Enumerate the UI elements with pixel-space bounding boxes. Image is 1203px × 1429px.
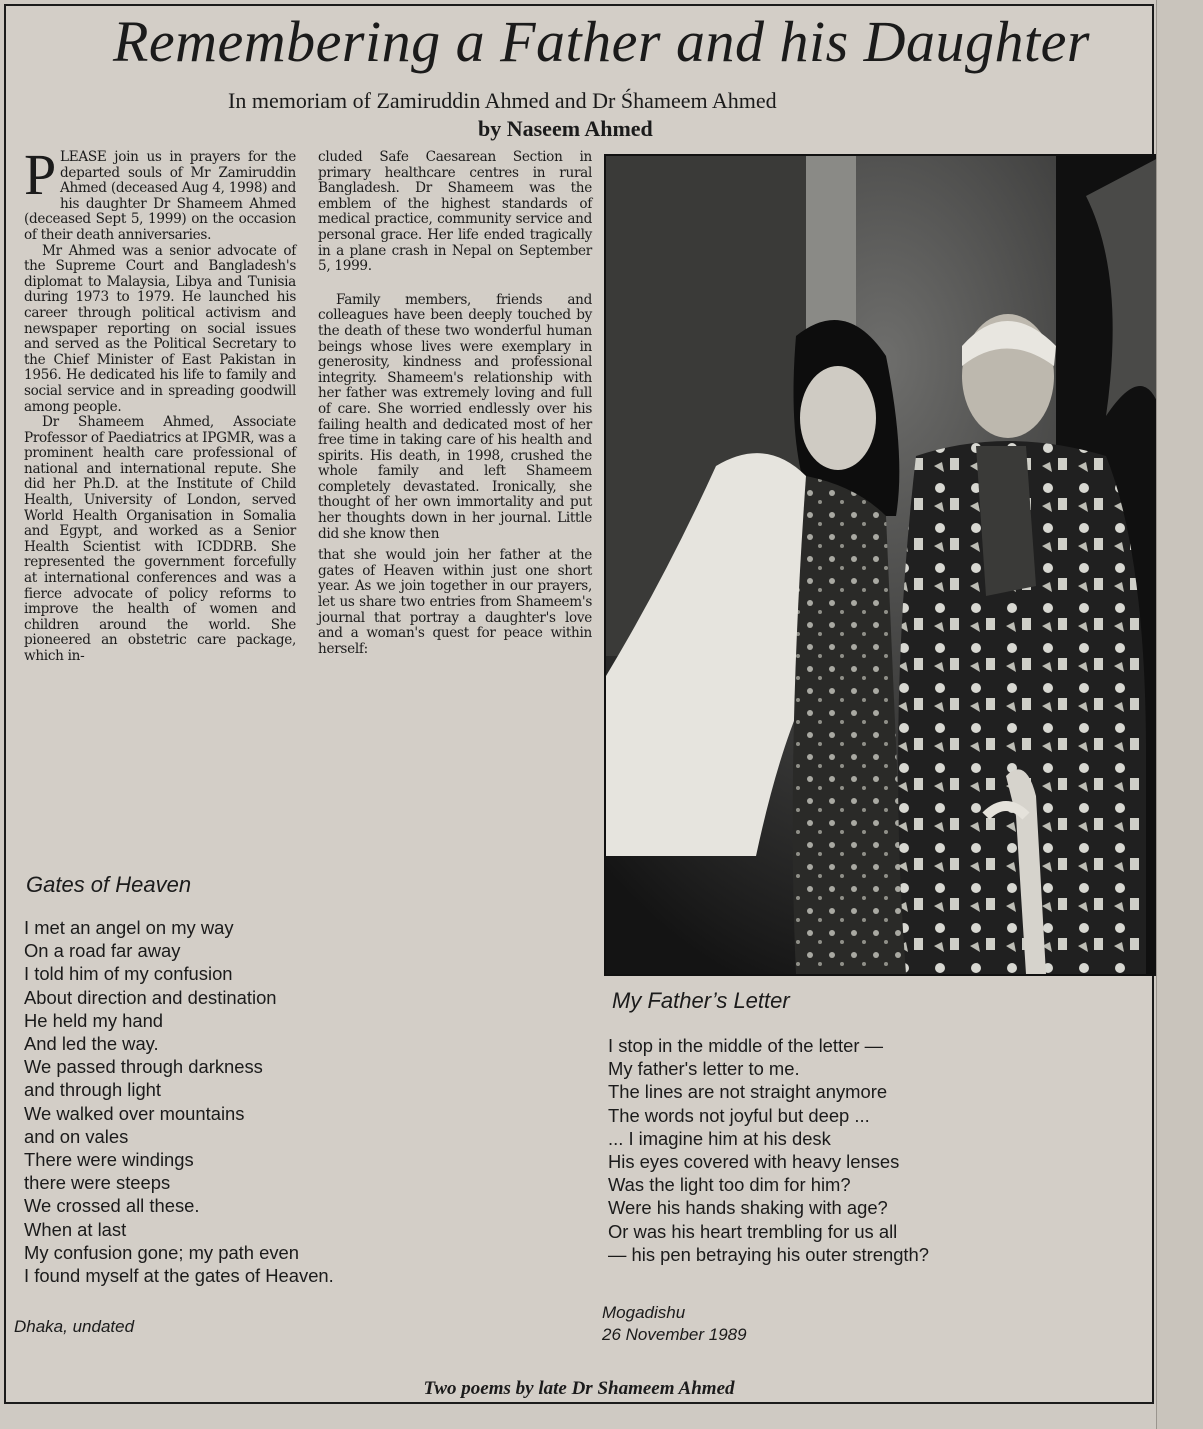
poem-line: Were his hands shaking with age?: [608, 1197, 888, 1219]
article-title: Remembering a Father and his Daughter: [113, 9, 1090, 74]
poem2-place: Mogadishu 26 November 1989: [602, 1303, 747, 1344]
poem-line: I told him of my confusion: [24, 963, 233, 985]
article-byline: by Naseem Ahmed: [478, 116, 653, 141]
poem-line: The words not joyful but deep ...: [608, 1104, 870, 1126]
poem-line: And led the way.: [24, 1033, 159, 1055]
article-subtitle: In memoriam of Zamiruddin Ahmed and Dr Śhameem Ahmed: [228, 88, 777, 113]
paragraph-intro: PLEASE join us in prayers for the departed souls of Mr Zamiruddin Ahmed (deceased Aug 4, 1998) and his daughter Dr Shameem Ahmed (deceased Sept 5, 1999) on the occasion of their death anniversaries.: [24, 142, 296, 243]
poem-line: there were steeps: [24, 1172, 171, 1194]
poem-line: The lines are not straight anymore: [608, 1081, 888, 1103]
poem-line: and through light: [24, 1079, 162, 1101]
paragraph-father: Mr Ahmed was a senior advocate of the Supreme Court and Bangladesh's diplomat to Malaysia, Libya and Tunisia during 1973 to 1979. He launched his career through political activism and newspaper reporting on social issues and served as the Political Secretary to the Chief Minister of East Pakistan in 1956. He dedicated his life to family and social service and in spreading goodwill among people.: [24, 242, 296, 415]
poem-line: There were windings: [24, 1149, 194, 1171]
poem-title-gates-of-heaven: Gates of Heaven: [26, 872, 192, 897]
poem-line: I found myself at the gates of Heaven.: [24, 1265, 334, 1287]
portrait-image: [606, 156, 1162, 974]
poem-my-fathers-letter: [608, 1034, 929, 1266]
poem-line: He held my hand: [24, 1009, 164, 1031]
poem-line: Or was his heart trembling for us all: [608, 1220, 898, 1242]
poem-line: We walked over mountains: [24, 1102, 245, 1124]
poem-line: Was the light too dim for him?: [608, 1174, 851, 1196]
body-column-2: [318, 150, 592, 657]
poem-line: ... I imagine him at his desk: [608, 1127, 831, 1149]
poem-line: I met an angel on my way: [24, 917, 234, 938]
photo-father-daughter: [604, 154, 1164, 976]
body-column-1: [24, 142, 296, 665]
poem1-place: Dhaka, undated: [14, 1317, 135, 1336]
poem-line: My father's letter to me.: [608, 1058, 800, 1080]
poem-gates-of-heaven: [24, 916, 334, 1287]
poem-line: — his pen betraying his outer strength?: [608, 1243, 930, 1265]
paragraph-continued: cluded Safe Caesarean Section in primary healthcare centres in rural Bangladesh. Dr Shameem was the emblem of the highest standards of medical practice, community service and personal grace. Her life ended tragically in a plane crash in Nepal on September 5, 1999.: [318, 149, 592, 275]
paragraph-family: Family members, friends and colleagues have been deeply touched by the death of these two wonderful human beings whose lives were exemplary in generosity, kindness and professional integrity. Shameem's relationship with her father was extremely loving and full of care. She worried endlessly over his failing health and dedicated most of her free time in taking care of his health and spirits. His death, in 1998, crushed the whole family and left Shameem completely devastated. Ironically, she thought of her own immortality and put her thoughts down in her journal. Little did she know then: [318, 291, 592, 542]
poem-line: When at last: [24, 1218, 127, 1240]
poem-line: We passed through darkness: [24, 1056, 263, 1078]
poem-line: His eyes covered with heavy lenses: [608, 1151, 900, 1173]
poem-line: My confusion gone; my path even: [24, 1241, 299, 1263]
poem-line: On a road far away: [24, 940, 181, 962]
paragraph-daughter: Dr Shameem Ahmed, Associate Professor of Paediatrics at IPGMR, was a prominent health care professional of national and international repute. She did her Ph.D. at the Institute of Child Health, University of London, served World Health Organisation in Somalia and Egypt, and worked as a Senior Health Scientist with ICDDRB. She represented the government forcefully at international conferences and was a fierce advocate of policy reforms to improve the health of women and children around the world. She pioneered an obstetric care package, which in-: [24, 414, 296, 664]
poem-line: About direction and destination: [24, 986, 277, 1008]
poem-title-my-fathers-letter: My Father’s Letter: [612, 988, 790, 1013]
footer-caption: Two poems by late Dr Shameem Ahmed: [423, 1378, 735, 1399]
poem-line: I stop in the middle of the letter —: [608, 1035, 883, 1056]
poem-line: We crossed all these.: [24, 1195, 200, 1217]
poem-line: and on vales: [24, 1125, 129, 1147]
drop-cap: P: [24, 142, 56, 207]
paragraph-prayers: that she would join her father at the gates of Heaven within just one short year. As we join together in our prayers, let us share two entries from Shameem's journal that portray a daughter's love and a woman's quest for peace within herself:: [318, 547, 592, 657]
adjacent-page-edge: [1156, 0, 1203, 1429]
